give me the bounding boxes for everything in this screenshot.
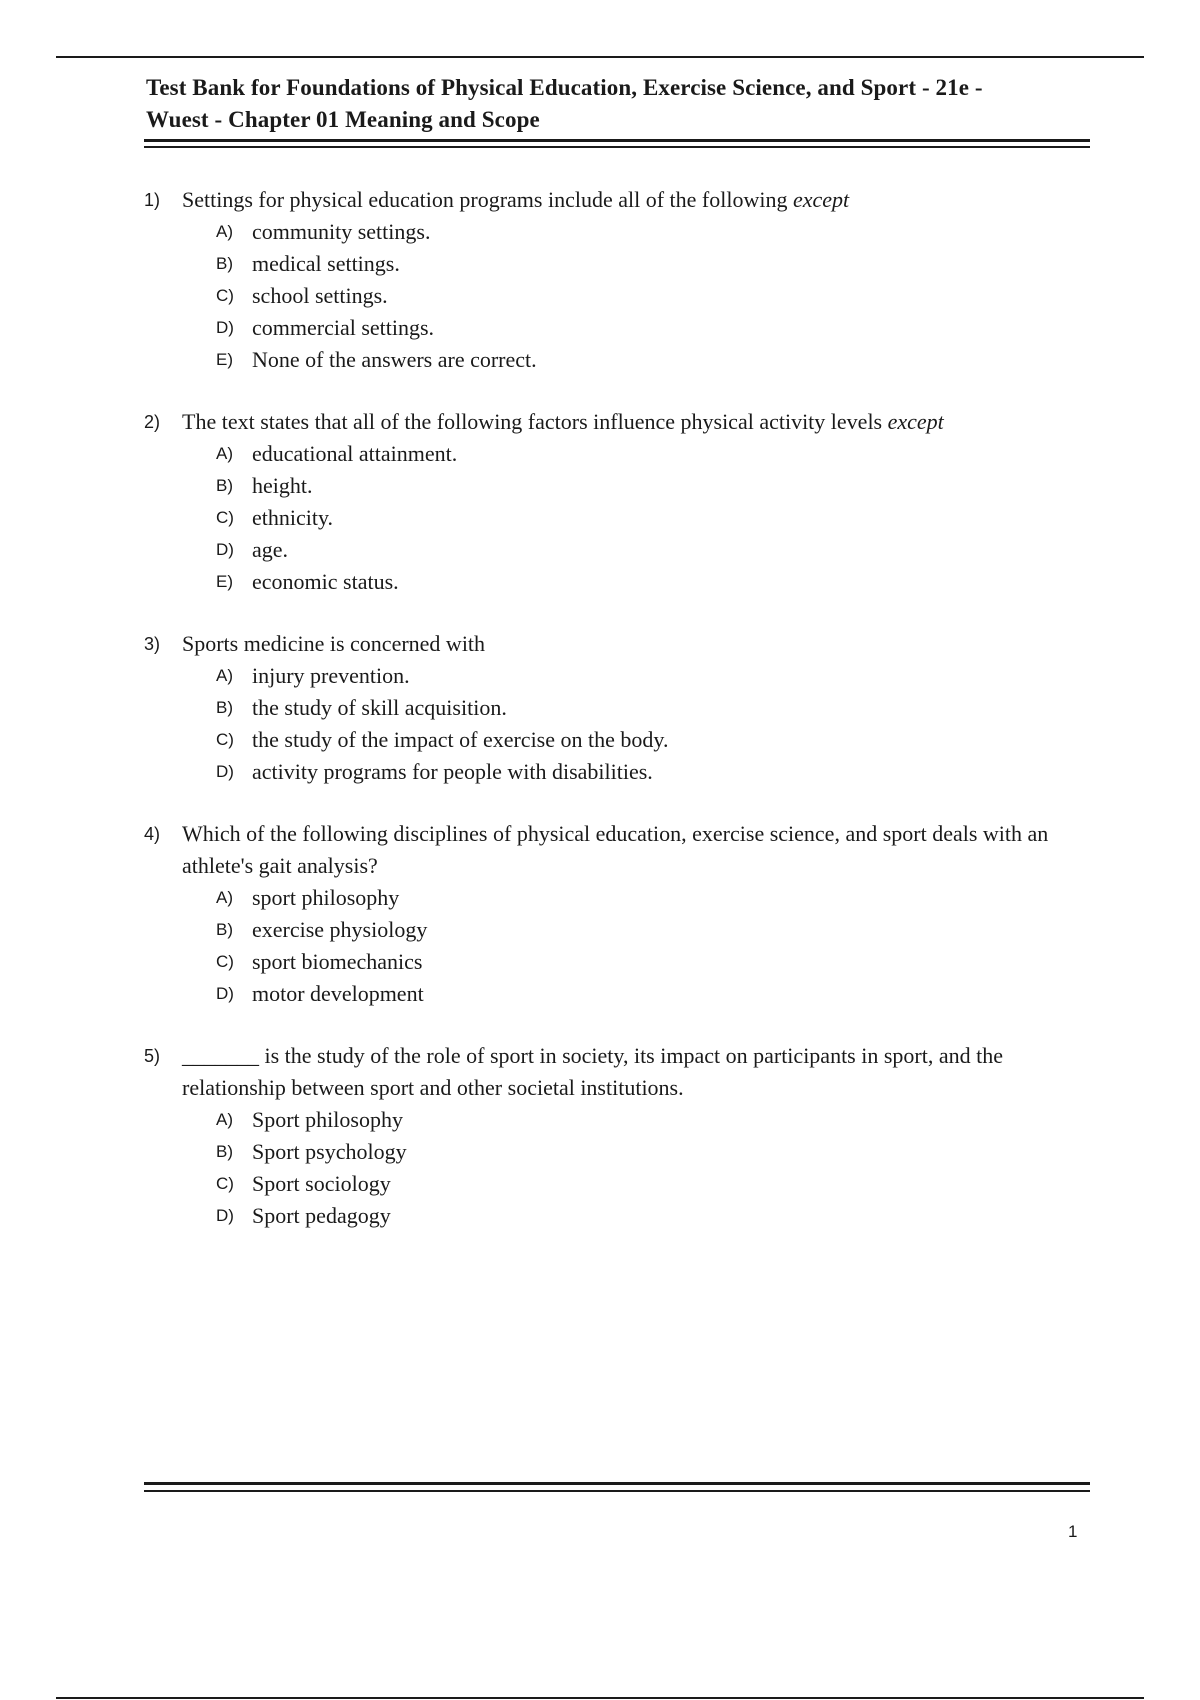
question-text-main: Settings for physical education programs include all of the following [182,187,793,212]
answer-option [216,216,1094,248]
question-text [182,1040,1094,1104]
page-number: 1 [1068,1522,1078,1541]
question-stem [144,818,1094,882]
option-text: Sport pedagogy [252,1203,391,1228]
option-letter: D) [216,984,234,1003]
option-text: sport biomechanics [252,949,423,974]
option-letter: A) [216,222,233,241]
question-stem [144,628,1094,660]
option-letter: A) [216,666,233,685]
header-rule-thin [144,146,1090,148]
option-text: age. [252,537,289,562]
footer-rule-thin [144,1490,1090,1492]
document-title [146,72,1106,136]
page-bottom-border [56,1697,1144,1699]
question-stem [144,406,1094,438]
question-number: 3) [144,634,161,654]
question-list [144,184,1094,1262]
answer-option [216,344,1094,376]
question-text [182,406,944,438]
option-letter: A) [216,888,233,907]
question-1 [144,184,1094,376]
answer-option [216,1200,1094,1232]
answer-options [216,1104,1094,1232]
question-5 [144,1040,1094,1232]
header-rule-thick [144,139,1090,142]
title-line-2: Wuest - Chapter 01 Meaning and Scope [146,107,540,132]
answer-option [216,534,1094,566]
answer-option [216,1168,1094,1200]
option-text: school settings. [252,283,388,308]
option-text: sport philosophy [252,885,400,910]
option-text: Sport sociology [252,1171,391,1196]
option-letter: D) [216,318,234,337]
question-text-main: _______ is the study of the role of sport in society, its impact on participants in sport, and the relationship between sport and other societal institutions. [182,1043,1003,1100]
question-text [182,184,849,216]
option-text: ethnicity. [252,505,334,530]
option-text: medical settings. [252,251,400,276]
question-text [182,818,1094,882]
option-letter: C) [216,952,234,971]
answer-option [216,692,1094,724]
option-text: the study of the impact of exercise on the body. [252,727,669,752]
option-text: motor development [252,981,424,1006]
option-text: commercial settings. [252,315,435,340]
option-text: Sport psychology [252,1139,407,1164]
answer-option [216,914,1094,946]
question-text-main: Which of the following disciplines of physical education, exercise science, and sport deals with an athlete's gait analysis? [182,821,1049,878]
answer-options [216,882,1094,1010]
option-letter: B) [216,254,233,273]
question-4 [144,818,1094,1010]
answer-option [216,660,1094,692]
question-number: 4) [144,824,161,844]
question-text-main: The text states that all of the following factors influence physical activity levels [182,409,888,434]
question-emphasis: except [792,187,850,212]
question-3 [144,628,1094,788]
option-text: Sport philosophy [252,1107,403,1132]
question-number: 5) [144,1046,161,1066]
question-stem [144,1040,1094,1104]
answer-option [216,882,1094,914]
answer-option [216,756,1094,788]
option-letter: C) [216,286,234,305]
option-letter: D) [216,1206,234,1225]
answer-option [216,312,1094,344]
option-text: injury prevention. [252,663,410,688]
question-text [182,628,485,660]
answer-option [216,502,1094,534]
option-text: None of the answers are correct. [252,347,537,372]
page-top-border [56,56,1144,58]
answer-option [216,978,1094,1010]
option-text: activity programs for people with disabilities. [252,759,653,784]
option-text: the study of skill acquisition. [252,695,507,720]
option-letter: B) [216,1142,233,1161]
option-letter: A) [216,444,233,463]
answer-option [216,280,1094,312]
option-letter: E) [216,572,233,591]
answer-option [216,438,1094,470]
answer-option [216,946,1094,978]
option-text: height. [252,473,313,498]
option-letter: B) [216,698,233,717]
option-letter: E) [216,350,233,369]
answer-options [216,216,1094,376]
answer-option [216,566,1094,598]
option-letter: C) [216,730,234,749]
answer-option [216,470,1094,502]
answer-option [216,1136,1094,1168]
option-letter: B) [216,476,233,495]
question-number: 1) [144,190,161,210]
question-emphasis: except [887,409,944,434]
question-text-main: Sports medicine is concerned with [182,631,486,656]
option-letter: D) [216,762,234,781]
option-text: exercise physiology [252,917,428,942]
option-letter: C) [216,1174,234,1193]
answer-option [216,1104,1094,1136]
option-letter: B) [216,920,233,939]
answer-options [216,660,1094,788]
answer-options [216,438,1094,598]
option-text: economic status. [252,569,399,594]
question-number: 2) [144,412,161,432]
answer-option [216,724,1094,756]
option-letter: D) [216,540,234,559]
option-letter: A) [216,1110,233,1129]
title-line-1: Test Bank for Foundations of Physical Education, Exercise Science, and Sport - 21e - [146,75,983,100]
option-text: educational attainment. [252,441,458,466]
option-text: community settings. [252,219,431,244]
question-stem [144,184,1094,216]
question-2 [144,406,1094,598]
option-letter: C) [216,508,234,527]
answer-option [216,248,1094,280]
footer-rule-thick [144,1482,1090,1485]
